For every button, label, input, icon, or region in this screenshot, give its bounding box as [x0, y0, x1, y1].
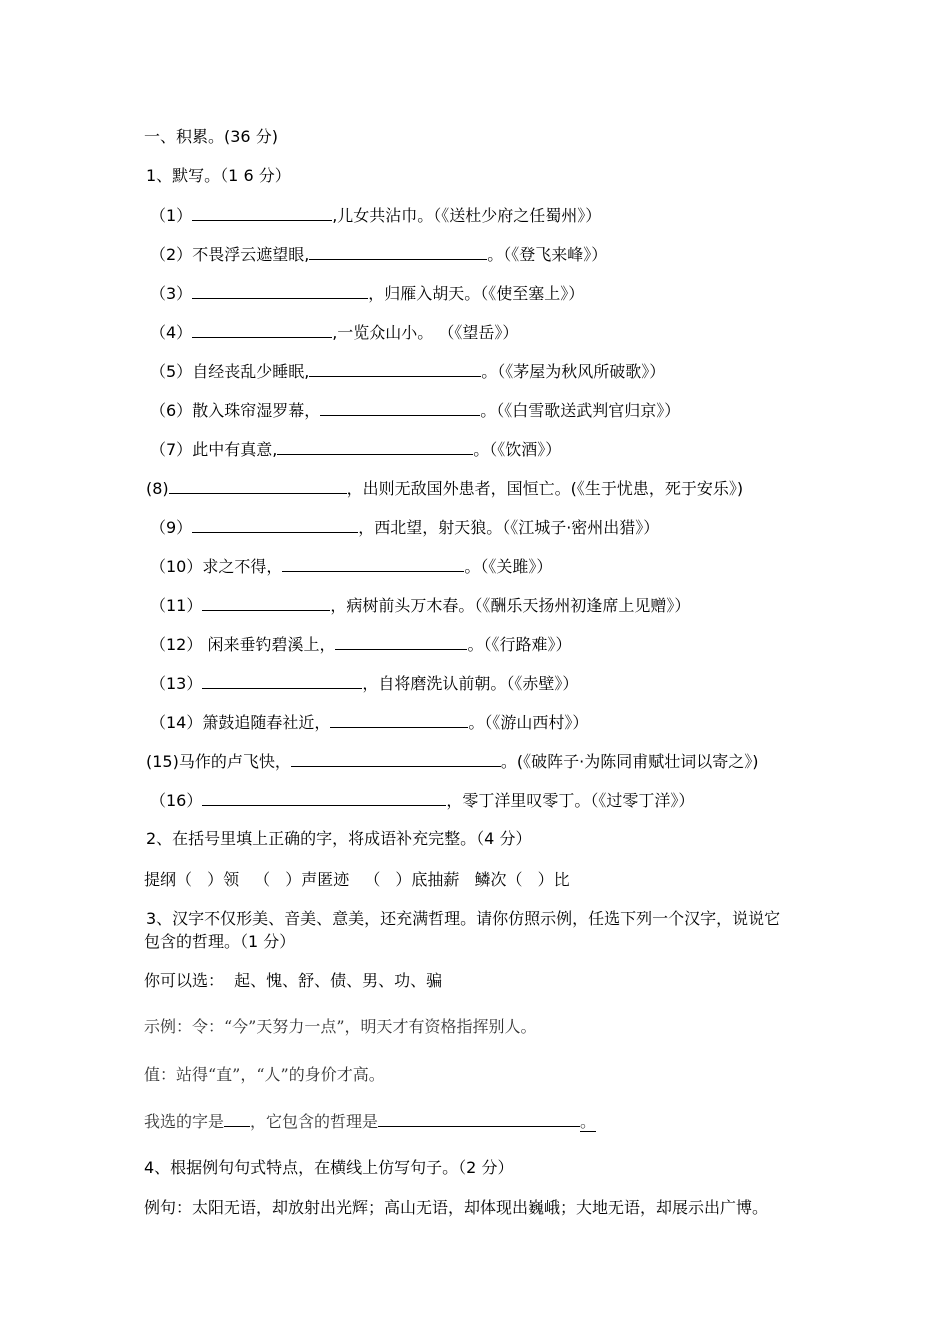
- question-1-item-13: [150, 672, 578, 695]
- item-text-after: 。（《行路难》）: [467, 635, 572, 654]
- item-number: （4）: [150, 323, 193, 342]
- item-text-after: 。(《破阵子·为陈同甫赋壮词以寄之》): [500, 752, 759, 771]
- question-2-idioms: 提纲（ ）领 （ ）声匿迹 （ ）底抽薪 鳞次（ ）比: [144, 870, 570, 889]
- question-1-item-16: [150, 789, 694, 812]
- item-number: （12）: [150, 635, 203, 654]
- item-text-after: 。（《登飞来峰》）: [487, 245, 608, 264]
- question-1-item-3: [150, 282, 584, 305]
- item-number: （7）: [150, 440, 193, 459]
- question-1-item-10: [150, 555, 552, 578]
- answer-blank[interactable]: [277, 438, 473, 455]
- item-number: （10）: [150, 557, 203, 576]
- answer-blank[interactable]: [309, 360, 481, 377]
- item-text-after: 。（《饮酒》）: [473, 440, 562, 459]
- question-4-example: 例句：太阳无语，却放射出光辉；高山无语，却体现出巍峨；大地无语，却展示出广博。: [144, 1198, 769, 1217]
- item-number: （14）: [150, 713, 203, 732]
- question-1-title: 1、默写。（1 6 分）: [146, 166, 291, 185]
- item-number: （5）: [150, 362, 193, 381]
- item-number: （2）: [150, 245, 193, 264]
- item-number: （13）: [150, 674, 203, 693]
- answer-blank[interactable]: [330, 711, 468, 728]
- item-text-after: ，病树前头万木春。（《酬乐天扬州初逢席上见赠》）: [330, 596, 691, 615]
- answer-blank[interactable]: [202, 789, 446, 806]
- question-2-title: 2、在括号里填上正确的字，将成语补充完整。（4 分）: [146, 829, 532, 848]
- item-text-after: ，出则无敌国外患者，国恒亡。(《生于忧患，死于安乐》): [346, 479, 744, 498]
- philosophy-blank[interactable]: [378, 1110, 580, 1127]
- item-text-before: 求之不得，: [202, 557, 283, 576]
- answer-blank[interactable]: [282, 555, 464, 572]
- question-1-item-1: [150, 204, 601, 227]
- question-1-item-14: [150, 711, 588, 734]
- item-text-before: 不畏浮云遮望眼,: [192, 245, 310, 264]
- question-1-item-8: [146, 477, 743, 500]
- item-number: （16）: [150, 791, 203, 810]
- answer-blank[interactable]: [192, 204, 332, 221]
- question-1-item-11: [150, 594, 690, 617]
- section-heading: 一、积累。(36 分): [144, 127, 278, 146]
- answer-blank[interactable]: [202, 672, 362, 689]
- answer-blank[interactable]: [335, 633, 467, 650]
- question-1-item-6: [150, 399, 680, 422]
- answer-blank[interactable]: [291, 750, 501, 767]
- item-text-after: ，零丁洋里叹零丁。（《过零丁洋》）: [446, 791, 695, 810]
- answer-end: 。: [580, 1112, 597, 1131]
- question-3-title-line-1: 3、汉字不仅形美、音美、意美，还充满哲理。请你仿照示例，任选下列一个汉字，说说它: [146, 909, 781, 928]
- question-1-item-12: [150, 633, 571, 656]
- answer-middle: ，它包含的哲理是: [250, 1112, 379, 1131]
- item-text-after: ，归雁入胡天。（《使至塞上》）: [368, 284, 585, 303]
- item-number: （9）: [150, 518, 193, 537]
- question-3-example-2: 值：站得“直”，“人”的身价才高。: [144, 1065, 385, 1084]
- item-number: （6）: [150, 401, 193, 420]
- item-text-after: ，西北望，射天狼。（《江城子·密州出猎》）: [358, 518, 660, 537]
- item-number: (15): [146, 752, 179, 771]
- item-text-before: 自经丧乱少睡眠,: [192, 362, 310, 381]
- item-text-after: 。（《茅屋为秋风所破歌》）: [481, 362, 666, 381]
- item-text-before: 箫鼓追随春社近，: [202, 713, 331, 732]
- item-text-before: 散入珠帘湿罗幕，: [192, 401, 321, 420]
- item-number: （11）: [150, 596, 203, 615]
- answer-blank[interactable]: [309, 243, 487, 260]
- question-3-answer-line: [144, 1110, 596, 1133]
- item-text-after: ，自将磨洗认前朝。（《赤壁》）: [362, 674, 579, 693]
- item-text-before: 马作的卢飞快，: [178, 752, 291, 771]
- answer-prefix: 我选的字是: [144, 1112, 225, 1131]
- character-blank[interactable]: [224, 1110, 250, 1127]
- item-text-after: ,儿女共沾巾。（《送杜少府之任蜀州》）: [332, 206, 602, 225]
- answer-blank[interactable]: [192, 321, 332, 338]
- item-text-after: 。（《游山西村》）: [468, 713, 589, 732]
- item-number: (8): [146, 479, 169, 498]
- question-1-item-7: [150, 438, 561, 461]
- question-4-title: 4、根据例句句式特点，在横线上仿写句子。（2 分）: [144, 1158, 514, 1177]
- question-1-item-9: [150, 516, 659, 539]
- question-3-title-line-2: 包含的哲理。（1 分）: [144, 932, 296, 951]
- question-1-item-4: [150, 321, 518, 344]
- question-1-item-15: [146, 750, 758, 773]
- item-text-after: ,一览众山小。 （《望岳》）: [332, 323, 519, 342]
- question-3-choices: 你可以选： 起、愧、舒、债、男、功、骗: [144, 971, 443, 990]
- answer-blank[interactable]: [169, 477, 347, 494]
- question-1-item-5: [150, 360, 665, 383]
- item-number: （1）: [150, 206, 193, 225]
- question-3-example-1: 示例：令：“今”天努力一点”，明天才有资格指挥别人。: [144, 1017, 537, 1036]
- answer-blank[interactable]: [320, 399, 480, 416]
- item-text-before: 此中有真意,: [192, 440, 278, 459]
- answer-blank[interactable]: [192, 516, 358, 533]
- answer-blank[interactable]: [202, 594, 330, 611]
- item-text-before: 闲来垂钓碧溪上，: [202, 635, 336, 654]
- item-text-after: 。（《关雎》）: [464, 557, 553, 576]
- answer-blank[interactable]: [192, 282, 368, 299]
- item-number: （3）: [150, 284, 193, 303]
- question-1-item-2: [150, 243, 607, 266]
- item-text-after: 。（《白雪歌送武判官归京》）: [480, 401, 681, 420]
